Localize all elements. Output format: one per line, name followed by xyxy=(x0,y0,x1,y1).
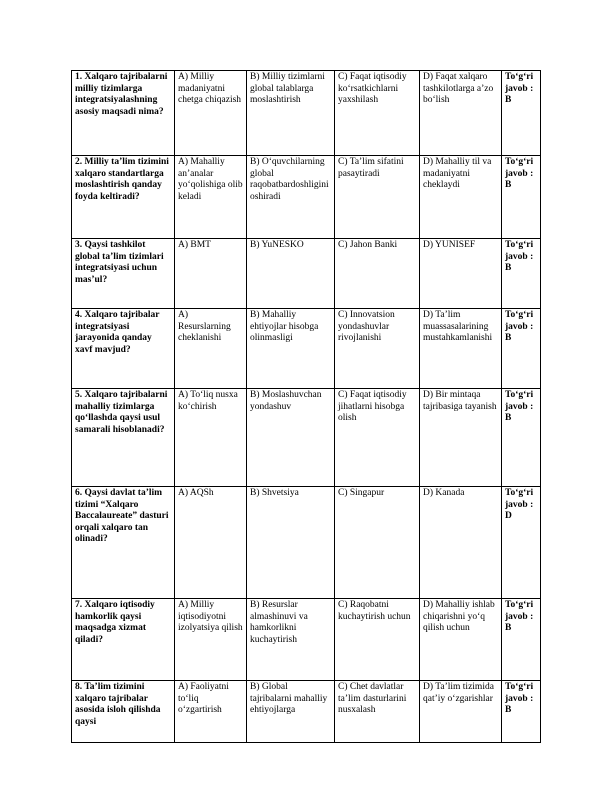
option-c-cell: C) Ta’lim sifatini pasaytiradi xyxy=(335,156,420,239)
option-a-cell: A) To‘liq nusxa ko‘chirish xyxy=(175,389,247,487)
table-row xyxy=(72,487,541,599)
option-d-cell: D) Faqat xalqaro tashkilotlarga a’zo bo‘lish xyxy=(420,71,502,156)
answer-cell: To‘g‘ri javob : B xyxy=(502,239,541,309)
question-cell: 2. Milliy ta’lim tizimini xalqaro standartlarga moslashtirish qanday foyda keltiradi? xyxy=(72,156,175,239)
answer-cell: To‘g‘ri javob : B xyxy=(502,156,541,239)
answer-cell: To‘g‘ri javob : B xyxy=(502,389,541,487)
question-cell: 5. Xalqaro tajribalarni mahalliy tizimlarga qo‘llashda qaysi usul samarali hisoblanadi? xyxy=(72,389,175,487)
option-c-cell: C) Innovatsion yondashuvlar rivojlanishi xyxy=(335,309,420,389)
table-row xyxy=(72,239,541,309)
answer-cell: To‘g‘ri javob : B xyxy=(502,599,541,681)
option-b-cell: B) Moslashuvchan yondashuv xyxy=(247,389,335,487)
question-cell: 1. Xalqaro tajribalarni milliy tizimlarga integratsiyalashning asosiy maqsadi nima? xyxy=(72,71,175,156)
option-a-cell: A) Resurslarning cheklanishi xyxy=(175,309,247,389)
answer-cell: To‘g‘ri javob : B xyxy=(502,71,541,156)
quiz-table-body xyxy=(72,71,541,743)
option-d-cell: D) Kanada xyxy=(420,487,502,599)
option-a-cell: A) Milliy iqtisodiyotni izolyatsiya qilish xyxy=(175,599,247,681)
question-cell: 4. Xalqaro tajribalar integratsiyasi jarayonida qanday xavf mavjud? xyxy=(72,309,175,389)
option-d-cell: D) YUNISEF xyxy=(420,239,502,309)
table-row xyxy=(72,156,541,239)
table-row xyxy=(72,389,541,487)
option-a-cell: A) AQSh xyxy=(175,487,247,599)
option-c-cell: C) Singapur xyxy=(335,487,420,599)
answer-cell: To‘g‘ri javob : B xyxy=(502,309,541,389)
question-cell: 8. Ta’lim tizimini xalqaro tajribalar asosida isloh qilishda qaysi xyxy=(72,681,175,743)
option-d-cell: D) Bir mintaqa tajribasiga tayanish xyxy=(420,389,502,487)
answer-cell: To‘g‘ri javob : B xyxy=(502,681,541,743)
answer-cell: To‘g‘ri javob : D xyxy=(502,487,541,599)
option-a-cell: A) BMT xyxy=(175,239,247,309)
quiz-table xyxy=(71,70,541,743)
table-row xyxy=(72,71,541,156)
option-b-cell: B) YuNESKO xyxy=(247,239,335,309)
option-c-cell: C) Jahon Banki xyxy=(335,239,420,309)
table-row xyxy=(72,599,541,681)
option-c-cell: C) Faqat iqtisodiy ko‘rsatkichlarni yaxshilash xyxy=(335,71,420,156)
table-row xyxy=(72,309,541,389)
option-d-cell: D) Mahalliy til va madaniyatni cheklaydi xyxy=(420,156,502,239)
question-cell: 6. Qaysi davlat ta’lim tizimi “Xalqaro Baccalaureate” dasturi orqali xalqaro tan olinadi? xyxy=(72,487,175,599)
option-a-cell: A) Mahalliy an’analar yo‘qolishiga olib keladi xyxy=(175,156,247,239)
question-cell: 3. Qaysi tashkilot global ta’lim tizimlari integratsiyasi uchun mas’ul? xyxy=(72,239,175,309)
option-b-cell: B) O‘quvchilarning global raqobatbardoshligini oshiradi xyxy=(247,156,335,239)
option-b-cell: B) Mahalliy ehtiyojlar hisobga olinmasligi xyxy=(247,309,335,389)
option-b-cell: B) Resurslar almashinuvi va hamkorlikni kuchaytirish xyxy=(247,599,335,681)
option-b-cell: B) Shvetsiya xyxy=(247,487,335,599)
option-a-cell: A) Faoliyatni to‘liq o‘zgartirish xyxy=(175,681,247,743)
option-c-cell: C) Raqobatni kuchaytirish uchun xyxy=(335,599,420,681)
option-b-cell: B) Global tajribalarni mahalliy ehtiyojlarga xyxy=(247,681,335,743)
option-a-cell: A) Milliy madaniyatni chetga chiqazish xyxy=(175,71,247,156)
option-c-cell: C) Faqat iqtisodiy jihatlarni hisobga olish xyxy=(335,389,420,487)
option-d-cell: D) Mahalliy ishlab chiqarishni yo‘q qilish uchun xyxy=(420,599,502,681)
option-b-cell: B) Milliy tizimlarni global talablarga moslashtirish xyxy=(247,71,335,156)
option-d-cell: D) Ta’lim tizimida qat’iy o‘zgarishlar xyxy=(420,681,502,743)
question-cell: 7. Xalqaro iqtisodiy hamkorlik qaysi maqsadga xizmat qiladi? xyxy=(72,599,175,681)
option-c-cell: C) Chet davlatlar ta’lim dasturlarini nusxalash xyxy=(335,681,420,743)
table-row xyxy=(72,681,541,743)
option-d-cell: D) Ta’lim muassasalarining mustahkamlanishi xyxy=(420,309,502,389)
